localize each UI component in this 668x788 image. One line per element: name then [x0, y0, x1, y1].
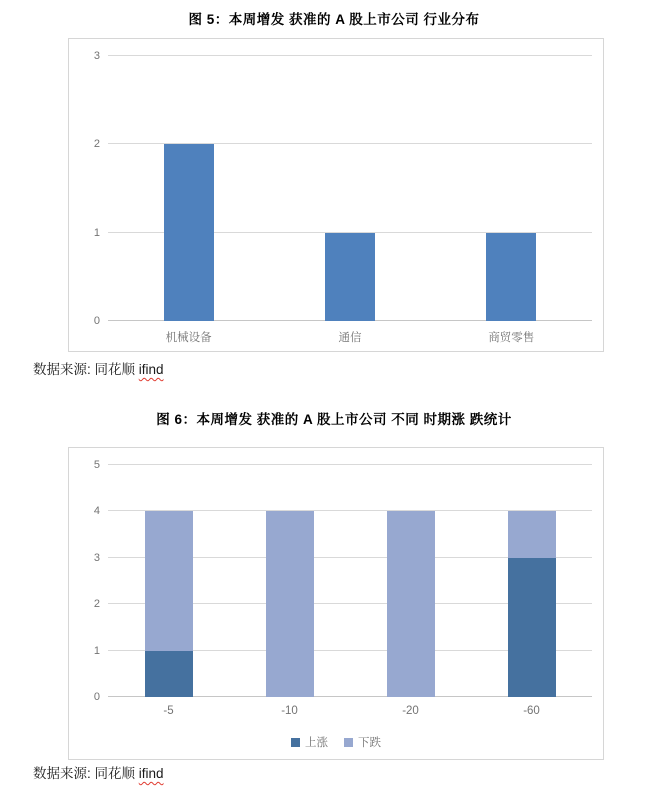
bar [325, 233, 375, 321]
y-tick-label: 3 [93, 50, 100, 62]
x-axis-labels [108, 705, 592, 717]
bar-segment-下跌 [508, 511, 556, 557]
bar-column [229, 465, 350, 697]
bar-column [350, 465, 471, 697]
y-tick-label: 5 [93, 459, 100, 471]
source-note-brand: ifind [138, 766, 164, 781]
bars-layer [108, 465, 592, 697]
x-tick-label: -20 [402, 705, 419, 717]
bar-segment-上涨 [145, 651, 193, 697]
legend-swatch-icon [291, 738, 300, 747]
source-note-text: 数据来源: 同花顺 [33, 766, 139, 781]
y-tick-label: 2 [93, 598, 100, 611]
figure6-title: 图 6：本周增发 获准的 A 股上市公司 不同 时期涨 跌统计 [156, 412, 512, 427]
bar-column [108, 56, 269, 321]
legend-swatch-icon [344, 738, 353, 747]
y-tick-label: 0 [93, 691, 100, 703]
chart-legend [69, 734, 603, 750]
x-tick-label: 商贸零售 [488, 332, 535, 344]
figure5-industry-bar-chart [68, 38, 604, 352]
figure6-source-note [33, 762, 164, 782]
x-tick-label: -5 [163, 705, 174, 717]
legend-label: 上涨 [305, 737, 328, 749]
bar [164, 144, 214, 321]
x-tick-label: 机械设备 [165, 332, 212, 344]
bars-layer [108, 56, 592, 321]
bar-segment-value [486, 233, 536, 321]
x-tick-label: 通信 [338, 332, 362, 344]
x-tick-label: -10 [281, 705, 298, 717]
plot-area [108, 465, 592, 697]
figure6-updown-stacked-bar-chart [68, 447, 604, 760]
x-axis-labels [108, 329, 592, 345]
bar [486, 233, 536, 321]
stacked-bar [387, 511, 435, 697]
stacked-bar [266, 511, 314, 697]
legend-label: 下跌 [358, 737, 381, 749]
bar-segment-下跌 [387, 511, 435, 697]
source-note-text: 数据来源: 同花顺 [33, 362, 139, 377]
legend-item-上涨 [291, 734, 328, 750]
y-tick-label: 0 [93, 315, 100, 327]
figure5-source-note [33, 358, 164, 378]
source-note-brand: ifind [138, 362, 164, 377]
bar-segment-上涨 [508, 558, 556, 697]
bar-segment-value [164, 144, 214, 321]
y-tick-label: 4 [93, 505, 100, 518]
x-tick-label: -60 [523, 705, 540, 717]
y-tick-label: 2 [93, 138, 100, 151]
bar-column [269, 56, 430, 321]
bar-segment-下跌 [266, 511, 314, 697]
legend-item-下跌 [344, 734, 381, 750]
y-tick-label: 1 [93, 644, 100, 657]
bar-column [108, 465, 229, 697]
plot-area [108, 56, 592, 321]
y-tick-label: 1 [93, 226, 100, 239]
bar-column [431, 56, 592, 321]
figure5-title: 图 5：本周增发 获准的 A 股上市公司 行业分布 [188, 12, 480, 27]
y-tick-label: 3 [93, 551, 100, 564]
stacked-bar [508, 511, 556, 697]
bar-column [471, 465, 592, 697]
bar-segment-下跌 [145, 511, 193, 650]
bar-segment-value [325, 233, 375, 321]
stacked-bar [145, 511, 193, 697]
